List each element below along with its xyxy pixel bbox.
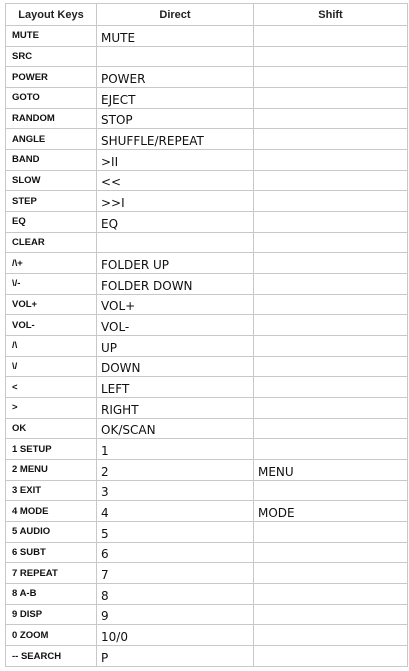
layout-key-cell: BAND bbox=[6, 150, 97, 171]
shift-cell bbox=[254, 232, 408, 253]
header-direct: Direct bbox=[97, 4, 254, 26]
layout-key-cell: VOL+ bbox=[6, 294, 97, 315]
shift-cell: MODE bbox=[254, 501, 408, 522]
table-row bbox=[6, 356, 408, 377]
table-row bbox=[6, 563, 408, 584]
shift-cell bbox=[254, 398, 408, 419]
table-row bbox=[6, 604, 408, 625]
layout-key-cell: 2 MENU bbox=[6, 460, 97, 481]
direct-cell: EQ bbox=[97, 212, 254, 233]
table-row bbox=[6, 439, 408, 460]
layout-key-cell: 6 SUBT bbox=[6, 542, 97, 563]
direct-cell: >>I bbox=[97, 191, 254, 212]
direct-cell: 2 bbox=[97, 460, 254, 481]
table-row bbox=[6, 501, 408, 522]
table-row bbox=[6, 88, 408, 109]
layout-key-cell: 8 A-B bbox=[6, 584, 97, 605]
layout-key-cell: < bbox=[6, 377, 97, 398]
direct-cell: RIGHT bbox=[97, 398, 254, 419]
shift-cell bbox=[254, 46, 408, 67]
direct-cell: 6 bbox=[97, 542, 254, 563]
layout-key-cell: > bbox=[6, 398, 97, 419]
direct-cell: 8 bbox=[97, 584, 254, 605]
table-row bbox=[6, 274, 408, 295]
table-row bbox=[6, 191, 408, 212]
direct-cell: 1 bbox=[97, 439, 254, 460]
shift-cell bbox=[254, 604, 408, 625]
direct-cell bbox=[97, 232, 254, 253]
shift-cell bbox=[254, 336, 408, 357]
direct-cell: FOLDER UP bbox=[97, 253, 254, 274]
direct-cell: DOWN bbox=[97, 356, 254, 377]
table-row bbox=[6, 46, 408, 67]
shift-cell bbox=[254, 191, 408, 212]
layout-key-cell: -- SEARCH bbox=[6, 646, 97, 667]
shift-cell bbox=[254, 26, 408, 47]
layout-key-cell: EQ bbox=[6, 212, 97, 233]
table-row bbox=[6, 625, 408, 646]
direct-cell: 10/0 bbox=[97, 625, 254, 646]
direct-cell: EJECT bbox=[97, 88, 254, 109]
shift-cell bbox=[254, 377, 408, 398]
direct-cell bbox=[97, 46, 254, 67]
table-row bbox=[6, 150, 408, 171]
layout-key-cell: 1 SETUP bbox=[6, 439, 97, 460]
layout-key-cell: \/ bbox=[6, 356, 97, 377]
direct-cell: UP bbox=[97, 336, 254, 357]
table-row bbox=[6, 129, 408, 150]
table-row bbox=[6, 315, 408, 336]
shift-cell bbox=[254, 418, 408, 439]
layout-key-cell: 4 MODE bbox=[6, 501, 97, 522]
table-row bbox=[6, 418, 408, 439]
layout-key-cell: OK bbox=[6, 418, 97, 439]
direct-cell: LEFT bbox=[97, 377, 254, 398]
direct-cell: MUTE bbox=[97, 26, 254, 47]
table-row bbox=[6, 480, 408, 501]
table-row bbox=[6, 522, 408, 543]
table-row bbox=[6, 232, 408, 253]
layout-key-cell: /\+ bbox=[6, 253, 97, 274]
table-row bbox=[6, 67, 408, 88]
table-row bbox=[6, 253, 408, 274]
header-row bbox=[6, 4, 408, 26]
direct-cell: 4 bbox=[97, 501, 254, 522]
shift-cell bbox=[254, 439, 408, 460]
table-row bbox=[6, 336, 408, 357]
shift-cell bbox=[254, 129, 408, 150]
layout-key-cell: GOTO bbox=[6, 88, 97, 109]
shift-cell bbox=[254, 522, 408, 543]
table-row bbox=[6, 460, 408, 481]
layout-key-cell: 5 AUDIO bbox=[6, 522, 97, 543]
direct-cell: SHUFFLE/REPEAT bbox=[97, 129, 254, 150]
shift-cell bbox=[254, 88, 408, 109]
direct-cell: VOL+ bbox=[97, 294, 254, 315]
table-row bbox=[6, 584, 408, 605]
layout-key-cell: SRC bbox=[6, 46, 97, 67]
direct-cell: 7 bbox=[97, 563, 254, 584]
table-row bbox=[6, 108, 408, 129]
table-row bbox=[6, 26, 408, 47]
table-row bbox=[6, 542, 408, 563]
direct-cell: << bbox=[97, 170, 254, 191]
direct-cell: FOLDER DOWN bbox=[97, 274, 254, 295]
shift-cell bbox=[254, 274, 408, 295]
header-layout-keys: Layout Keys bbox=[6, 4, 97, 26]
header-shift: Shift bbox=[254, 4, 408, 26]
shift-cell bbox=[254, 150, 408, 171]
layout-key-cell: 7 REPEAT bbox=[6, 563, 97, 584]
shift-cell bbox=[254, 315, 408, 336]
layout-key-cell: SLOW bbox=[6, 170, 97, 191]
table-row bbox=[6, 212, 408, 233]
direct-cell: >II bbox=[97, 150, 254, 171]
direct-cell: OK/SCAN bbox=[97, 418, 254, 439]
shift-cell bbox=[254, 563, 408, 584]
shift-cell bbox=[254, 170, 408, 191]
shift-cell bbox=[254, 253, 408, 274]
direct-cell: 5 bbox=[97, 522, 254, 543]
direct-cell: 9 bbox=[97, 604, 254, 625]
layout-key-cell: 9 DISP bbox=[6, 604, 97, 625]
shift-cell bbox=[254, 294, 408, 315]
shift-cell bbox=[254, 625, 408, 646]
shift-cell bbox=[254, 212, 408, 233]
table-row bbox=[6, 377, 408, 398]
direct-cell: POWER bbox=[97, 67, 254, 88]
table-body bbox=[6, 26, 408, 667]
layout-key-cell: STEP bbox=[6, 191, 97, 212]
layout-key-cell: 3 EXIT bbox=[6, 480, 97, 501]
layout-key-cell: MUTE bbox=[6, 26, 97, 47]
layout-key-cell: POWER bbox=[6, 67, 97, 88]
direct-cell: 3 bbox=[97, 480, 254, 501]
layout-key-cell: \/- bbox=[6, 274, 97, 295]
shift-cell bbox=[254, 542, 408, 563]
table-row bbox=[6, 294, 408, 315]
direct-cell: P bbox=[97, 646, 254, 667]
shift-cell bbox=[254, 646, 408, 667]
layout-key-cell: /\ bbox=[6, 336, 97, 357]
table-row bbox=[6, 170, 408, 191]
direct-cell: VOL- bbox=[97, 315, 254, 336]
layout-key-cell: ANGLE bbox=[6, 129, 97, 150]
table-row bbox=[6, 398, 408, 419]
shift-cell: MENU bbox=[254, 460, 408, 481]
key-layout-table bbox=[5, 3, 408, 667]
shift-cell bbox=[254, 356, 408, 377]
layout-key-cell: RANDOM bbox=[6, 108, 97, 129]
shift-cell bbox=[254, 67, 408, 88]
layout-key-cell: VOL- bbox=[6, 315, 97, 336]
layout-key-cell: CLEAR bbox=[6, 232, 97, 253]
shift-cell bbox=[254, 108, 408, 129]
shift-cell bbox=[254, 584, 408, 605]
direct-cell: STOP bbox=[97, 108, 254, 129]
shift-cell bbox=[254, 480, 408, 501]
table-row bbox=[6, 646, 408, 667]
layout-key-cell: 0 ZOOM bbox=[6, 625, 97, 646]
